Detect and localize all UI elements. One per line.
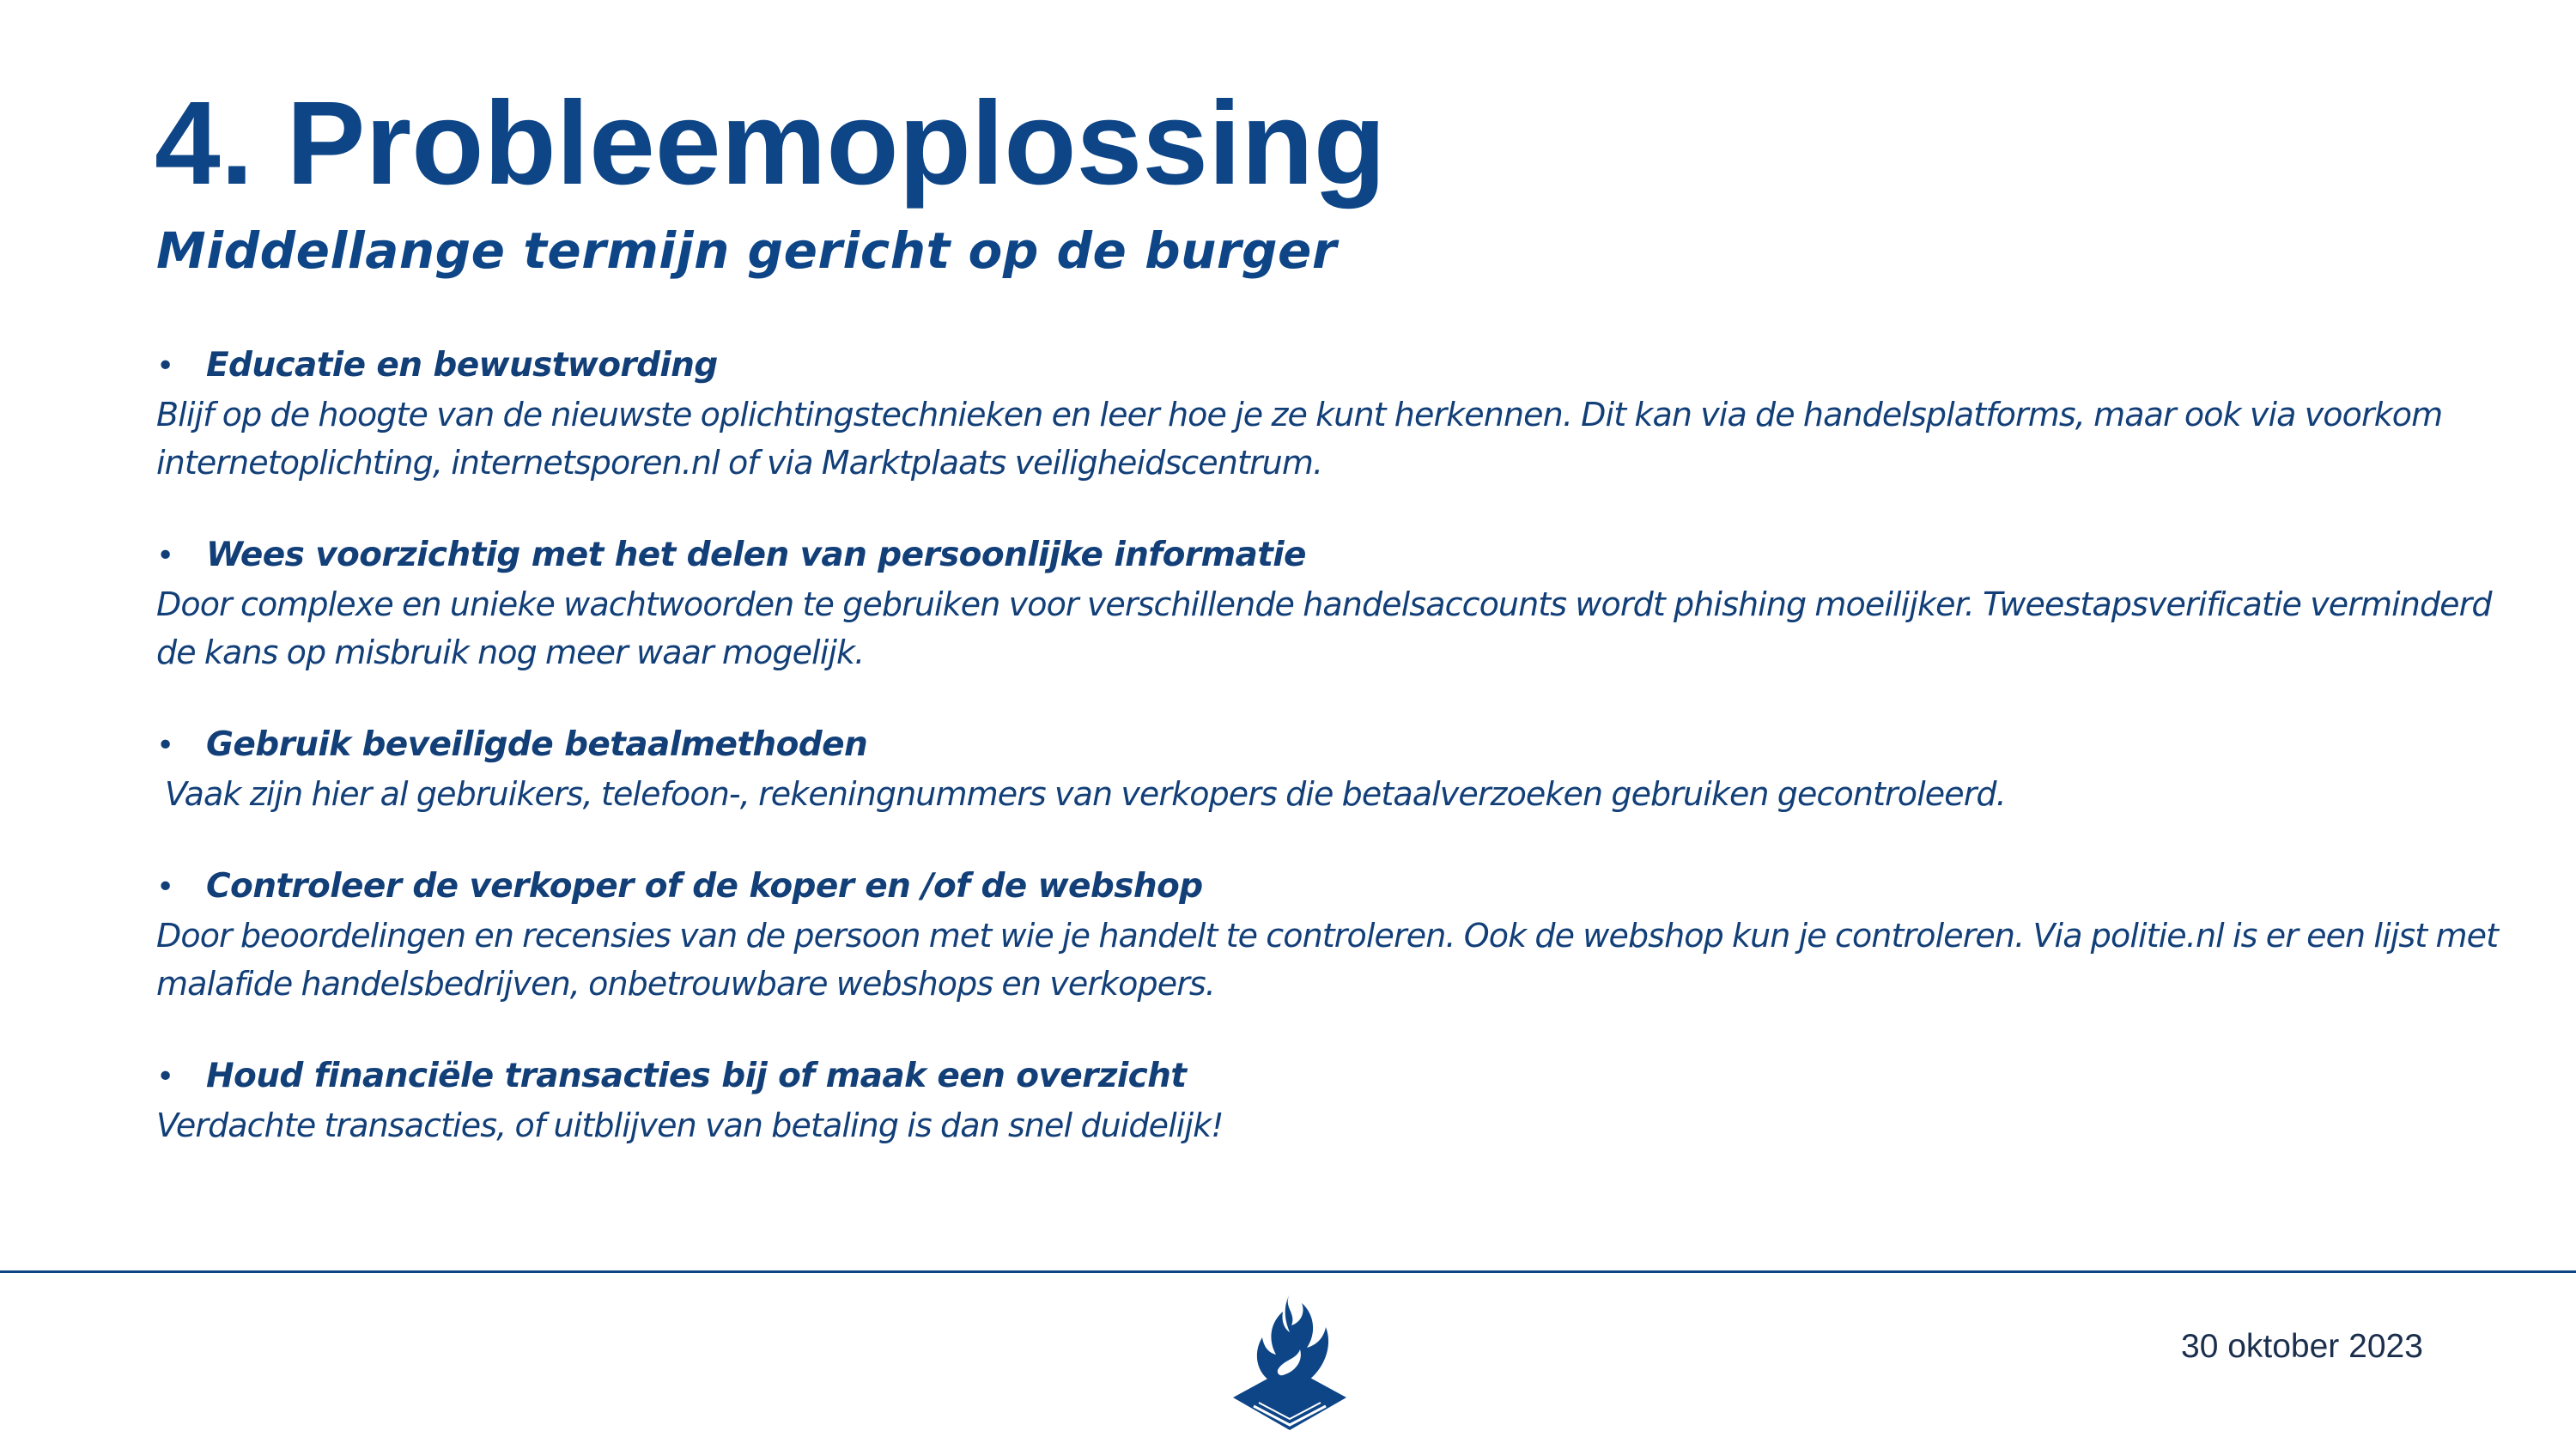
item-heading: Controleer de verkoper of de koper en /of de webshop [206,867,1203,906]
bullet-icon: • [156,870,174,905]
list-item [156,531,2509,676]
slide-title: 4. Probleemoplossing [155,77,1386,209]
bullet-icon: • [156,728,174,763]
item-body: Door beoordelingen en recensies van de persoon met wie je handelt te controleren. Ook de webshop kun je controleren. Via politie.nl is er een lijst met malafide handelsbedrijven, onbetrouwbare webshops en verkopers. [156,917,2499,1003]
item-heading: Educatie en bewustwording [206,346,718,385]
list-item [156,863,2509,1008]
item-body: Door complexe en unieke wachtwoorden te gebruiken voor verschillende handelsaccounts wordt phishing moeilijker. Tweestapsverificatie verminderd de kans op misbruik nog meer waar mogelijk. [156,585,2492,671]
slide-subtitle: Middellange termijn gericht op de burger [156,221,1337,280]
list-item [156,1052,2509,1149]
bullet-icon: • [156,349,174,384]
item-heading-row [156,1052,2509,1101]
footer-date: 30 oktober 2023 [2181,1328,2423,1365]
content-list [156,342,2509,1194]
bullet-icon: • [156,1059,174,1094]
item-body: Vaak zijn hier al gebruikers, telefoon-, rekeningnummers van verkopers die betaalverzoeken gebruiken gecontroleerd. [165,775,2006,813]
item-heading: Gebruik beveiligde betaalmethoden [206,725,868,764]
list-item [156,721,2509,818]
list-item [156,342,2509,487]
item-heading-row [156,863,2509,912]
item-heading-row [156,721,2509,770]
item-heading: Wees voorzichtig met het delen van persoonlijke informatie [206,536,1306,574]
politie-logo-icon [1230,1288,1350,1438]
item-heading: Houd financiële transacties bij of maak een overzicht [206,1057,1187,1095]
item-heading-row [156,342,2509,391]
item-body: Blijf op de hoogte van de nieuwste oplichtingstechnieken en leer hoe je ze kunt herkennen. Dit kan via de handelsplatforms, maar ook via voorkom internetoplichting, internetsporen.nl of via Marktplaats veiligheidscentrum. [156,396,2443,482]
item-heading-row [156,531,2509,580]
footer-divider [0,1270,2576,1273]
item-body: Verdachte transacties, of uitblijven van betaling is dan snel duidelijk! [156,1106,1224,1144]
bullet-icon: • [156,538,174,573]
